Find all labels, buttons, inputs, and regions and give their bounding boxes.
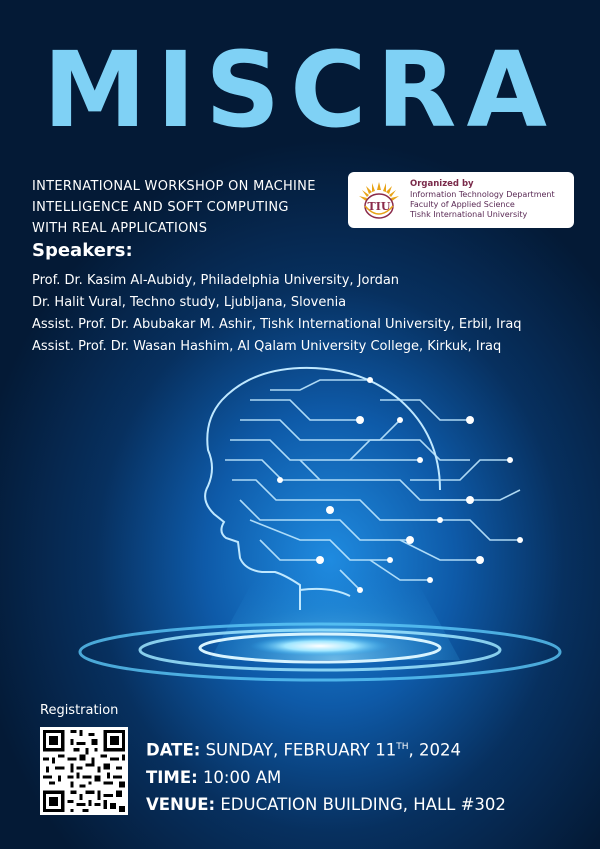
- speaker-item: Assist. Prof. Dr. Wasan Hashim, Al Qalam University College, Kirkuk, Iraq: [32, 339, 502, 354]
- registration-label: Registration: [40, 703, 119, 718]
- event-subtitle: [32, 176, 352, 239]
- time-value: 10:00 AM: [202, 767, 282, 787]
- speakers-list: [32, 270, 522, 358]
- speaker-item: Dr. Halit Vural, Techno study, Ljubljana, Slovenia: [32, 295, 347, 310]
- venue-label: VENUE:: [146, 794, 216, 814]
- organizer-line: Information Technology Department: [410, 190, 555, 199]
- ai-head-illustration: [0, 360, 600, 700]
- date-ordinal: TH: [396, 742, 409, 752]
- speakers-heading: Speakers:: [32, 240, 133, 261]
- subtitle-line: INTELLIGENCE AND SOFT COMPUTING: [32, 200, 289, 215]
- logo-text: TIU: [367, 200, 391, 213]
- speaker-item: Prof. Dr. Kasim Al-Aubidy, Philadelphia University, Jordan: [32, 273, 400, 288]
- speaker-item: Assist. Prof. Dr. Abubakar M. Ashir, Tishk International University, Erbil, Iraq: [32, 317, 522, 332]
- venue-value: EDUCATION BUILDING, HALL #302: [220, 794, 506, 814]
- date-year: , 2024: [408, 740, 461, 760]
- organizer-heading: Organized by: [410, 179, 474, 189]
- subtitle-line: WITH REAL APPLICATIONS: [32, 221, 208, 236]
- tiu-logo-icon: [354, 176, 404, 224]
- registration-qr-code-icon[interactable]: [40, 727, 128, 815]
- date-value: SUNDAY, FEBRUARY 11: [205, 740, 397, 760]
- organizer-box: [348, 172, 574, 228]
- time-label: TIME:: [146, 767, 198, 787]
- organizer-text: [410, 179, 570, 220]
- organizer-line: Tishk International University: [410, 210, 528, 219]
- event-details: [146, 734, 506, 818]
- subtitle-line: INTERNATIONAL WORKSHOP ON MACHINE: [32, 179, 316, 194]
- event-venue: [146, 791, 506, 818]
- date-label: DATE:: [146, 740, 201, 760]
- organizer-line: Faculty of Applied Science: [410, 200, 515, 209]
- event-title: MISCRA: [43, 29, 557, 151]
- event-date: [146, 734, 506, 764]
- event-time: [146, 764, 506, 791]
